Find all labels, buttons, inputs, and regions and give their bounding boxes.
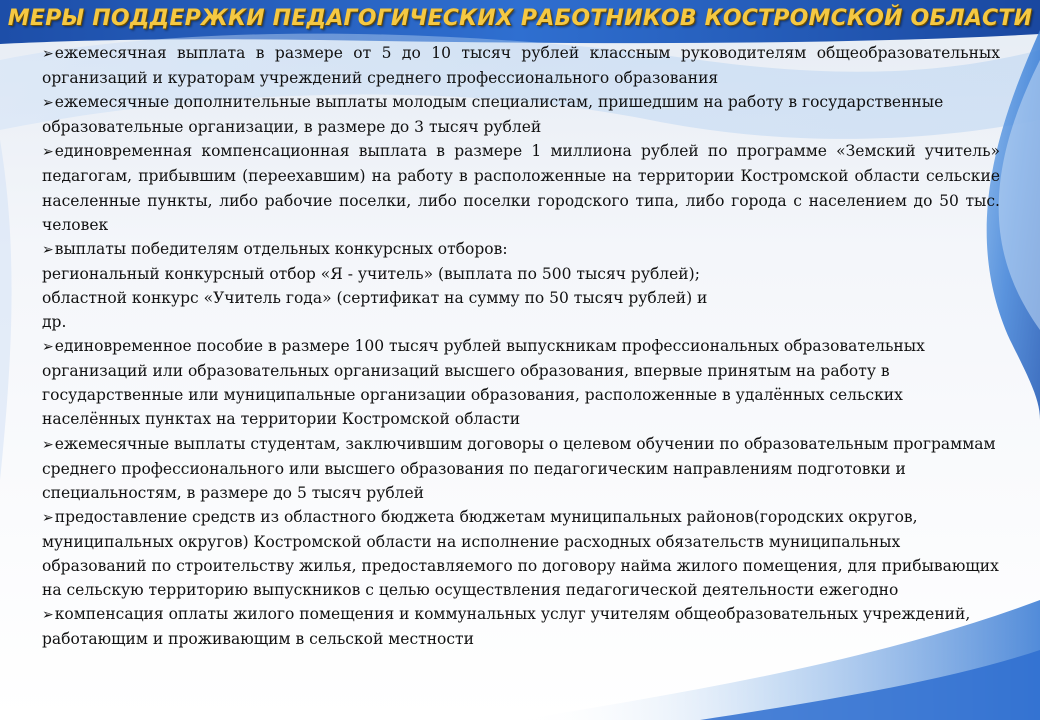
bullet-arrow-icon: ➢ — [42, 509, 54, 526]
list-item — [42, 505, 1000, 602]
bullet-arrow-icon: ➢ — [42, 95, 54, 112]
list-subitem: др. — [42, 313, 67, 332]
list-subitem: региональный конкурсный отбор «Я - учитель» (выплата по 500 тысяч рублей); — [42, 264, 700, 283]
list-item — [42, 237, 1000, 334]
list-item — [42, 41, 1000, 90]
bullet-arrow-icon: ➢ — [42, 607, 54, 624]
bullet-arrow-icon: ➢ — [42, 241, 54, 258]
list-item-text: ежемесячные дополнительные выплаты молодым специалистам, пришедшим на работу в государственные образовательные организации, в размере до 3 тысяч рублей — [42, 93, 944, 137]
list-item — [42, 602, 1000, 651]
bullet-arrow-icon: ➢ — [42, 46, 54, 62]
list-item — [42, 90, 1000, 139]
list-item — [42, 334, 1000, 431]
bullet-arrow-icon: ➢ — [42, 339, 54, 356]
list-item-text: предоставление средств из областного бюджета бюджетам муниципальных районов(городских округов, муниципальных округов) Костромской области на исполнение расходных обязательств муниципальных образований по строительству жилья, предоставляемого по договору найма жилого помещения, для прибывающих на сельскую территорию выпускников с целью осуществления педагогической деятельности ежегодно — [42, 507, 999, 600]
list-item-text: единовременная компенсационная выплата в размере 1 миллиона рублей по программе «Земский учитель» педагогам, прибывшим (переехавшим) на работу в расположенные на территории Костромской области сельские населенные пункты, либо рабочие поселки, либо поселки городского типа, либо города с населением до 50 тыс. человек — [42, 142, 1000, 234]
list-subitem: областной конкурс «Учитель года» (сертификат на сумму по 50 тысяч рублей) и — [42, 288, 708, 307]
list-item-text: единовременное пособие в размере 100 тысяч рублей выпускникам профессиональных образовательных организаций или образовательных организаций высшего образования, впервые принятым на работу в государственные или муниципальные организации образования, расположенные в удалённых сельских населённых пунктах на территории Костромской области — [42, 337, 925, 429]
bullet-arrow-icon: ➢ — [42, 144, 54, 161]
list-item-text: компенсация оплаты жилого помещения и коммунальных услуг учителям общеобразовательных учреждений, работающим и проживающим в сельской местности — [42, 605, 971, 649]
list-item — [42, 432, 1000, 505]
list-item — [42, 139, 1000, 236]
list-item-text: ежемесячные выплаты студентам, заключившим договоры о целевом обучении по образовательным программам среднего профессионального или высшего образования по педагогическим направлениям подготовки и специальностям, в размере до 5 тысяч рублей — [42, 434, 996, 502]
bullet-arrow-icon: ➢ — [42, 436, 54, 453]
page-title: МЕРЫ ПОДДЕРЖКИ ПЕДАГОГИЧЕСКИХ РАБОТНИКОВ КОСТРОМСКОЙ ОБЛАСТИ — [7, 6, 1033, 31]
list-item-text: выплаты победителям отдельных конкурсных отборов: — [54, 239, 508, 258]
list-item-text: ежемесячная выплата в размере от 5 до 10 тысяч рублей классным руководителям общеобразовательных организаций и кураторам учреждений среднего профессионального образования — [42, 44, 1000, 88]
measures-list — [42, 41, 1000, 651]
